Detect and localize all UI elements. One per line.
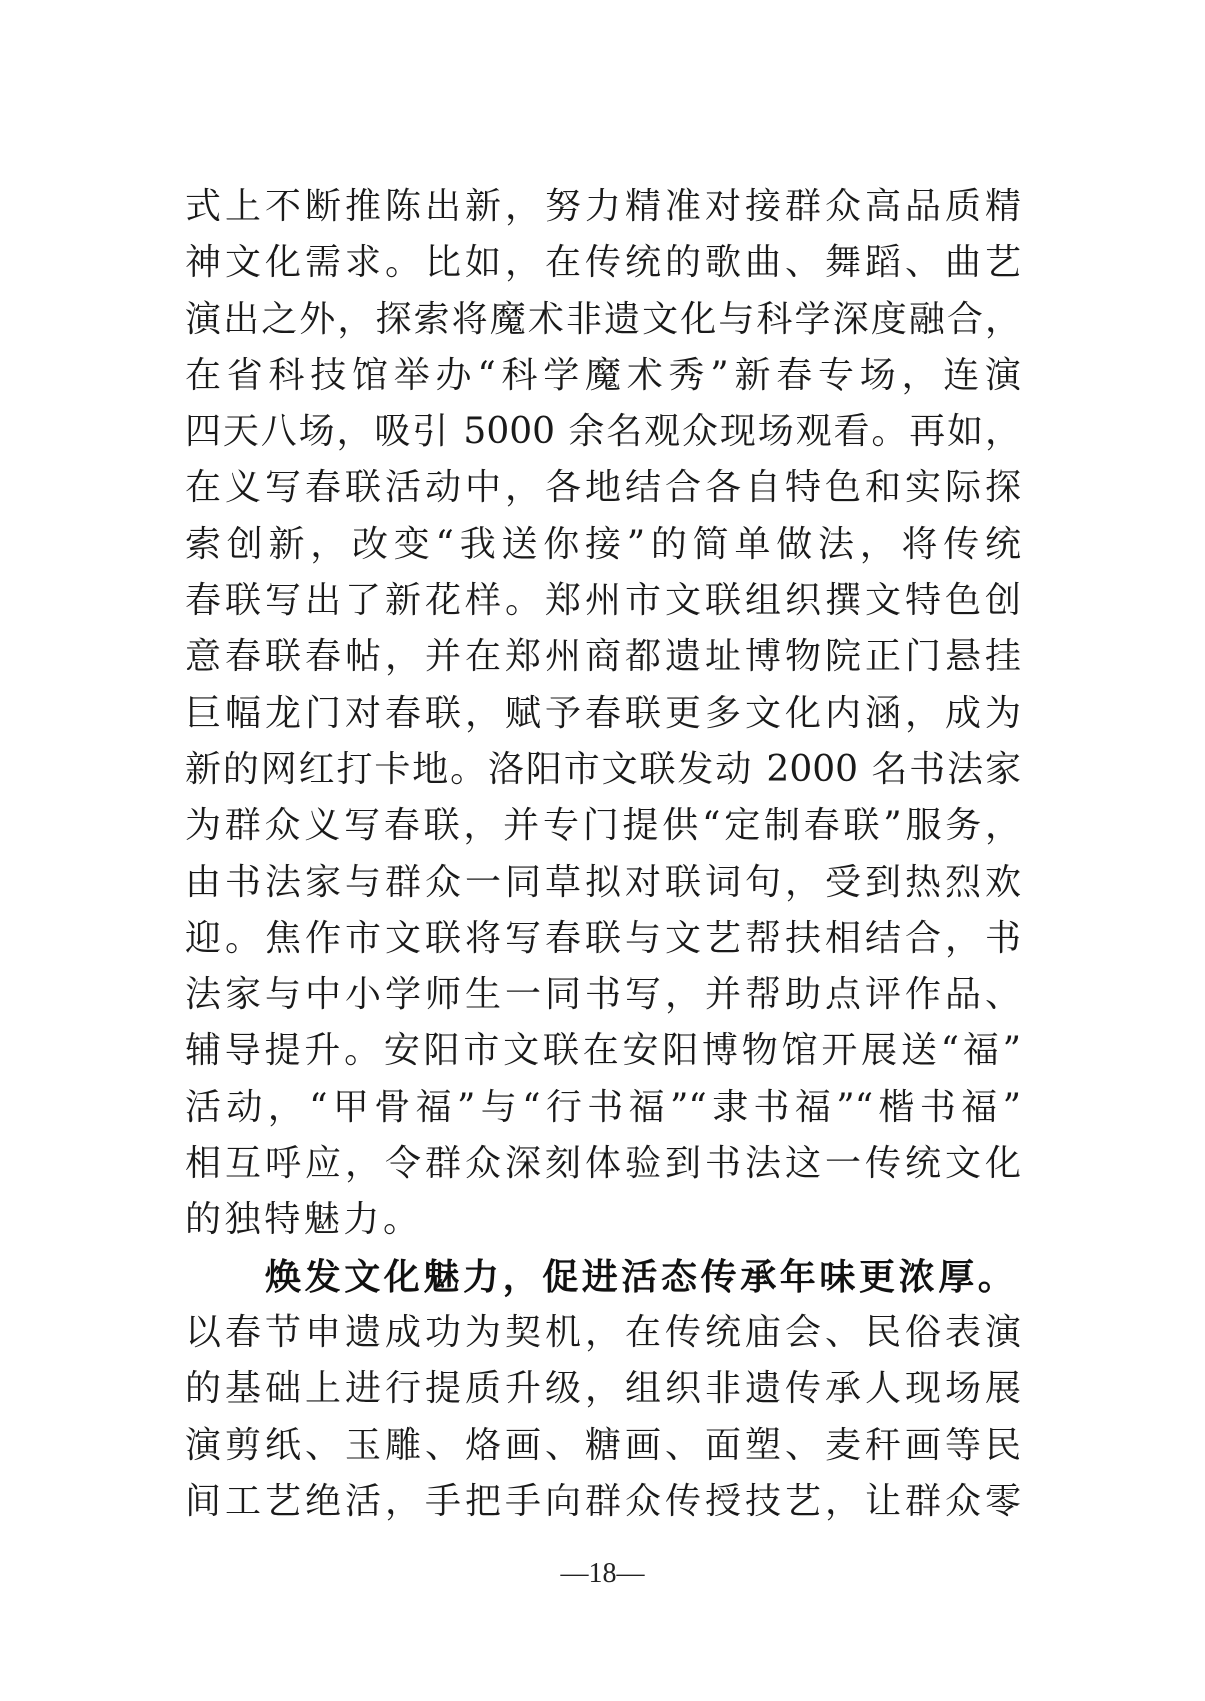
text-line: 四天八场，吸引 5000 余名观众现场观看。再如， (185, 411, 1021, 453)
text-line: 辅导提升。安阳市文联在安阳博物馆开展送“福” (185, 1030, 1021, 1072)
text-line: 以春节申遗成功为契机，在传统庙会、民俗表演 (185, 1311, 1021, 1353)
text-line: 活动，“甲骨福”与“行书福”“隶书福”“楷书福” (185, 1086, 1021, 1128)
text-line: 的基础上进行提质升级，组织非遗传承人现场展 (185, 1368, 1021, 1410)
text-line: 巨幅龙门对春联，赋予春联更多文化内涵，成为 (185, 692, 1021, 734)
paragraph-end-line: 的独特魅力。 (185, 1199, 423, 1241)
text-line: 迎。焦作市文联将写春联与文艺帮扶相结合，书 (185, 917, 1021, 959)
text-line: 式上不断推陈出新，努力精准对接群众高品质精 (185, 186, 1021, 227)
text-line: 意春联春帖，并在郑州商都遗址博物院正门悬挂 (185, 636, 1021, 678)
text-line: 间工艺绝活，手把手向群众传授技艺，让群众零 (185, 1480, 1021, 1522)
body-text (185, 179, 1021, 1530)
section-heading: 焕发文化魅力，促进活态传承年味更浓厚。 (265, 1255, 1018, 1298)
text-line: 索创新，改变“我送你接”的简单做法，将传统 (185, 523, 1021, 565)
text-line: 春联写出了新花样。郑州市文联组织撰文特色创 (185, 580, 1021, 622)
text-line: 演出之外，探索将魔术非遗文化与科学深度融合， (185, 298, 1021, 340)
text-line: 在省科技馆举办“科学魔术秀”新春专场，连演 (185, 354, 1021, 396)
page-number: —18— (560, 1558, 645, 1589)
text-line: 新的网红打卡地。洛阳市文联发动 2000 名书法家 (185, 748, 1021, 790)
text-line: 为群众义写春联，并专门提供“定制春联”服务， (185, 805, 1021, 847)
text-line: 神文化需求。比如，在传统的歌曲、舞蹈、曲艺 (185, 242, 1021, 284)
text-line: 演剪纸、玉雕、烙画、糖画、面塑、麦秆画等民 (185, 1424, 1021, 1466)
text-line: 在义写春联活动中，各地结合各自特色和实际探 (185, 467, 1021, 509)
text-line: 由书法家与群众一同草拟对联词句，受到热烈欢 (185, 861, 1021, 903)
text-line: 法家与中小学师生一同书写，并帮助点评作品、 (185, 974, 1021, 1016)
text-line: 相互呼应，令群众深刻体验到书法这一传统文化 (185, 1143, 1021, 1185)
